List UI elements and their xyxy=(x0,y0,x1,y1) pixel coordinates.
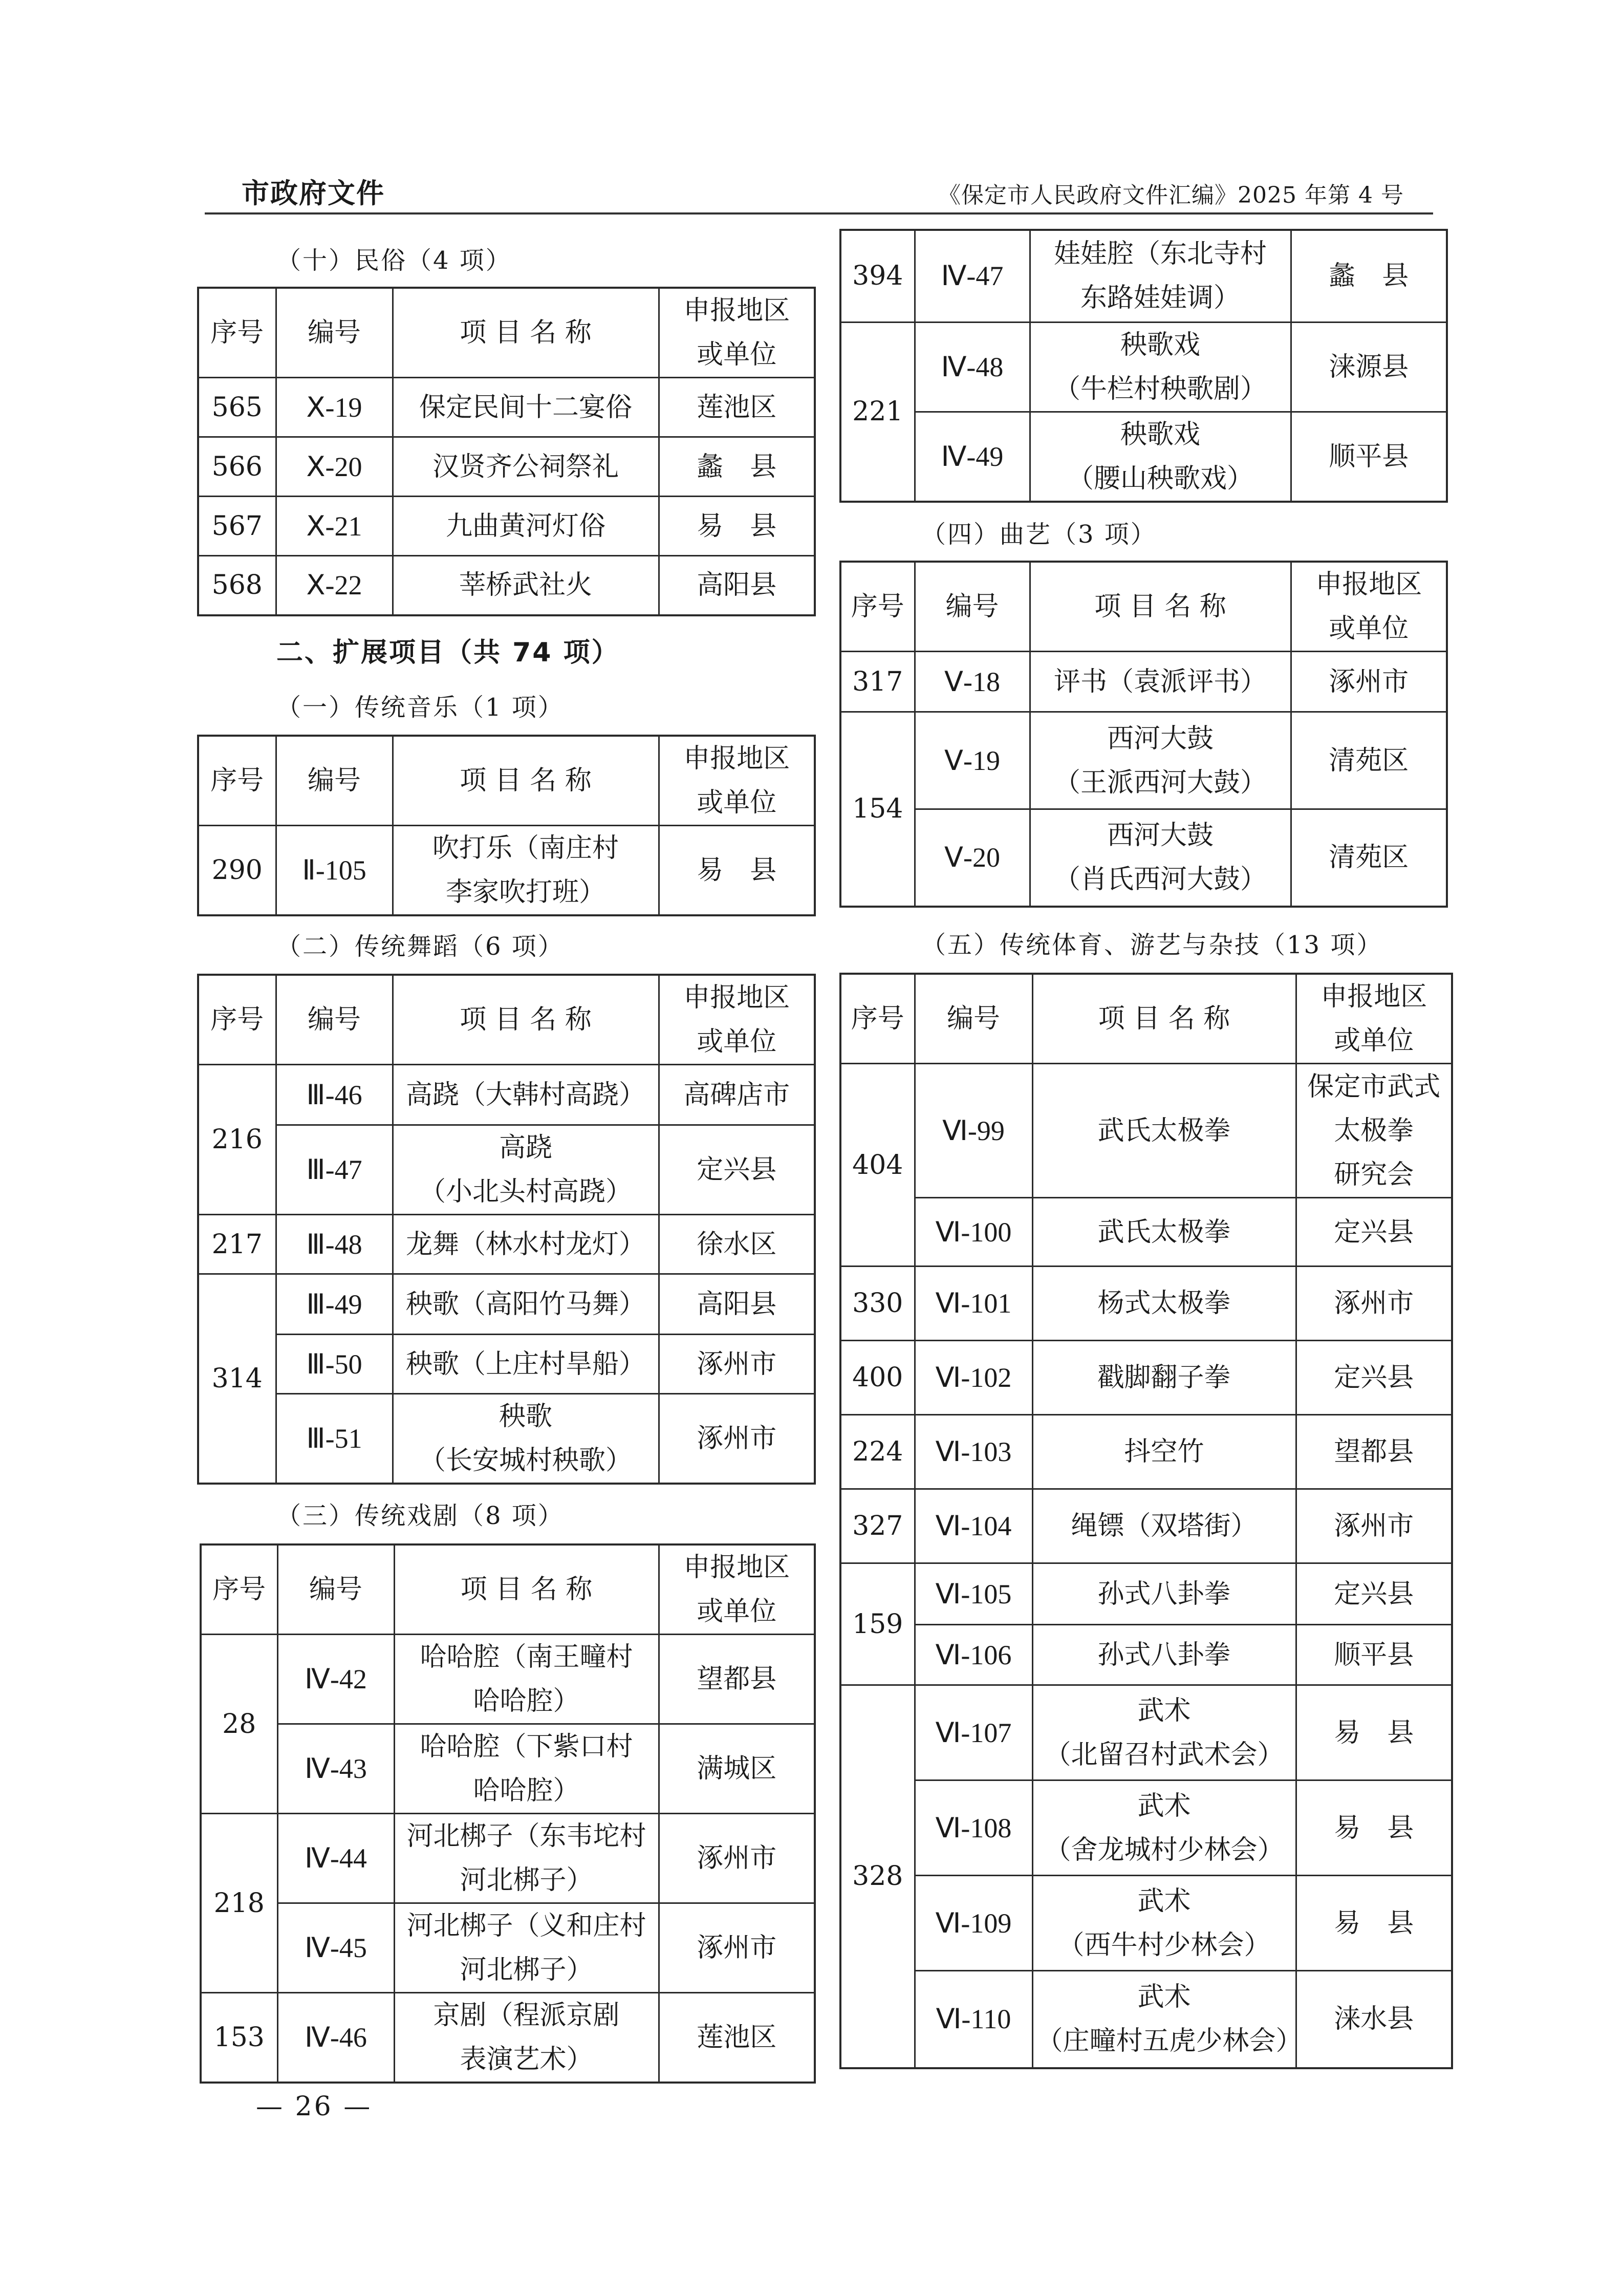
traditional-sports-table xyxy=(839,973,1453,2069)
name-cell: 秧歌 （长安城村秧歌） xyxy=(393,1394,659,1484)
table-row xyxy=(198,497,815,556)
code-cell: Ⅵ-106 xyxy=(915,1625,1032,1685)
region-cell: 顺平县 xyxy=(1296,1625,1452,1685)
traditional-music-table xyxy=(197,735,816,916)
table-row xyxy=(840,1563,1452,1625)
region-cell: 涞源县 xyxy=(1291,322,1447,412)
code-cell: Ⅵ-103 xyxy=(915,1415,1032,1489)
column-header-name: 项 目 名 称 xyxy=(1030,562,1291,652)
column-header-code: 编号 xyxy=(915,974,1032,1064)
column-header-region: 申报地区 或单位 xyxy=(1296,974,1452,1064)
code-cell: Ⅱ-105 xyxy=(276,826,393,916)
table-row xyxy=(840,1625,1452,1685)
seq-cell: 221 xyxy=(840,322,915,502)
region-cell: 涿州市 xyxy=(1296,1489,1452,1563)
code-cell: Ⅳ-44 xyxy=(277,1814,394,1903)
table-row xyxy=(840,230,1447,322)
table-row xyxy=(201,1903,815,1993)
seq-cell: 314 xyxy=(198,1274,276,1484)
column-header-name: 项 目 名 称 xyxy=(394,1544,659,1635)
seq-cell: 327 xyxy=(840,1489,915,1563)
code-cell: Ⅲ-51 xyxy=(276,1394,393,1484)
column-header-code: 编号 xyxy=(915,562,1030,652)
region-cell: 满城区 xyxy=(659,1724,815,1814)
table-row xyxy=(198,1065,815,1125)
table-row xyxy=(201,1993,815,2083)
name-cell: 九曲黄河灯俗 xyxy=(393,497,659,556)
code-cell: Ⅴ-18 xyxy=(915,652,1030,712)
region-cell: 高阳县 xyxy=(659,1274,815,1335)
table-row xyxy=(198,1335,815,1394)
table-row xyxy=(840,412,1447,502)
code-cell: Ⅴ-20 xyxy=(915,809,1030,907)
table-row xyxy=(198,437,815,497)
document-series-title: 市政府文件 xyxy=(242,177,385,209)
name-cell: 娃娃腔（东北寺村 东路娃娃调） xyxy=(1030,230,1291,322)
name-cell: 秧歌戏 （牛栏村秧歌剧） xyxy=(1030,322,1291,412)
code-cell: Ⅴ-19 xyxy=(915,712,1030,809)
code-cell: Ⅲ-50 xyxy=(276,1335,393,1394)
name-cell: 抖空竹 xyxy=(1032,1415,1296,1489)
column-header-code: 编号 xyxy=(276,736,393,826)
code-cell: Ⅵ-102 xyxy=(915,1341,1032,1415)
seq-cell: 154 xyxy=(840,712,915,907)
seq-cell: 567 xyxy=(198,497,276,556)
name-cell: 高跷 （小北头村高跷） xyxy=(393,1125,659,1215)
table-row xyxy=(840,1685,1452,1780)
name-cell: 龙舞（林水村龙灯） xyxy=(393,1215,659,1274)
name-cell: 孙式八卦拳 xyxy=(1032,1563,1296,1625)
name-cell: 高跷（大韩村高跷） xyxy=(393,1065,659,1125)
section-title-folklore: （十）民俗（4 项） xyxy=(276,246,512,275)
region-cell: 涿州市 xyxy=(659,1903,815,1993)
table-row xyxy=(840,809,1447,907)
code-cell: Ⅳ-43 xyxy=(277,1724,394,1814)
column-header-name: 项 目 名 称 xyxy=(393,288,659,378)
name-cell: 西河大鼓 （王派西河大鼓） xyxy=(1030,712,1291,809)
name-cell: 哈哈腔（下紫口村 哈哈腔） xyxy=(394,1724,659,1814)
code-cell: Ⅵ-105 xyxy=(915,1563,1032,1625)
region-cell: 清苑区 xyxy=(1291,809,1447,907)
region-cell: 易 县 xyxy=(1296,1780,1452,1876)
name-cell: 武术 （舍龙城村少林会） xyxy=(1032,1780,1296,1876)
seq-cell: 328 xyxy=(840,1685,915,2068)
column-header-seq: 序号 xyxy=(840,562,915,652)
code-cell: Ⅹ-19 xyxy=(276,378,393,437)
seq-cell: 568 xyxy=(198,556,276,615)
region-cell: 涿州市 xyxy=(659,1394,815,1484)
name-cell: 武术 （北留召村武术会） xyxy=(1032,1685,1296,1780)
code-cell: Ⅳ-47 xyxy=(915,230,1030,322)
code-cell: Ⅵ-110 xyxy=(915,1971,1032,2068)
seq-cell: 400 xyxy=(840,1341,915,1415)
region-cell: 徐水区 xyxy=(659,1215,815,1274)
table-row xyxy=(840,1341,1452,1415)
quyi-table xyxy=(839,561,1448,908)
table-row xyxy=(840,1489,1452,1563)
code-cell: Ⅳ-48 xyxy=(915,322,1030,412)
column-header-name: 项 目 名 称 xyxy=(393,975,659,1065)
folklore-table xyxy=(197,287,816,616)
column-header-code: 编号 xyxy=(276,288,393,378)
section-heading-expansion-projects: 二、扩展项目（共 74 项） xyxy=(276,637,620,668)
traditional-drama-table-continued xyxy=(839,229,1448,503)
compilation-issue-title: 《保定市人民政府文件汇编》2025 年第 4 号 xyxy=(938,182,1404,208)
name-cell: 绳镖（双塔街） xyxy=(1032,1489,1296,1563)
name-cell: 评书（袁派评书） xyxy=(1030,652,1291,712)
table-header-row xyxy=(201,1544,815,1635)
region-cell: 蠡 县 xyxy=(1291,230,1447,322)
name-cell: 武氏太极拳 xyxy=(1032,1198,1296,1267)
name-cell: 河北梆子（义和庄村 河北梆子） xyxy=(394,1903,659,1993)
region-cell: 清苑区 xyxy=(1291,712,1447,809)
seq-cell: 566 xyxy=(198,437,276,497)
table-row xyxy=(198,556,815,615)
seq-cell: 394 xyxy=(840,230,915,322)
code-cell: Ⅵ-104 xyxy=(915,1489,1032,1563)
region-cell: 定兴县 xyxy=(1296,1341,1452,1415)
code-cell: Ⅹ-20 xyxy=(276,437,393,497)
table-row xyxy=(840,1267,1452,1341)
code-cell: Ⅵ-108 xyxy=(915,1780,1032,1876)
column-header-name: 项 目 名 称 xyxy=(393,736,659,826)
table-row xyxy=(840,1780,1452,1876)
traditional-dance-table xyxy=(197,974,816,1485)
seq-cell: 159 xyxy=(840,1563,915,1685)
name-cell: 武术 （庄疃村五虎少林会） xyxy=(1032,1971,1296,2068)
name-cell: 武术 （西牛村少林会） xyxy=(1032,1876,1296,1971)
region-cell: 涿州市 xyxy=(1291,652,1447,712)
code-cell: Ⅹ-21 xyxy=(276,497,393,556)
region-cell: 易 县 xyxy=(659,826,815,916)
table-row xyxy=(201,1724,815,1814)
name-cell: 汉贤齐公祠祭礼 xyxy=(393,437,659,497)
name-cell: 秧歌戏 （腰山秧歌戏） xyxy=(1030,412,1291,502)
region-cell: 易 县 xyxy=(1296,1876,1452,1971)
column-header-seq: 序号 xyxy=(198,975,276,1065)
code-cell: Ⅳ-46 xyxy=(277,1993,394,2083)
code-cell: Ⅳ-49 xyxy=(915,412,1030,502)
region-cell: 涿州市 xyxy=(659,1335,815,1394)
page-number: — 26 — xyxy=(256,2091,373,2122)
region-cell: 望都县 xyxy=(659,1635,815,1724)
table-row xyxy=(198,1125,815,1215)
name-cell: 戳脚翻子拳 xyxy=(1032,1341,1296,1415)
region-cell: 莲池区 xyxy=(659,378,815,437)
region-cell: 保定市武式 太极拳 研究会 xyxy=(1296,1064,1452,1198)
seq-cell: 153 xyxy=(201,1993,277,2083)
name-cell: 孙式八卦拳 xyxy=(1032,1625,1296,1685)
code-cell: Ⅵ-100 xyxy=(915,1198,1032,1267)
section-title-traditional-dance: （二）传统舞蹈（6 项） xyxy=(276,932,564,961)
section-title-traditional-music: （一）传统音乐（1 项） xyxy=(276,693,564,722)
region-cell: 蠡 县 xyxy=(659,437,815,497)
code-cell: Ⅵ-109 xyxy=(915,1876,1032,1971)
traditional-drama-table xyxy=(200,1543,816,2084)
table-row xyxy=(201,1814,815,1903)
region-cell: 望都县 xyxy=(1296,1415,1452,1489)
table-row xyxy=(198,826,815,916)
table-row xyxy=(198,1215,815,1274)
column-header-code: 编号 xyxy=(276,975,393,1065)
region-cell: 易 县 xyxy=(659,497,815,556)
table-row xyxy=(840,712,1447,809)
table-row xyxy=(840,1064,1452,1198)
seq-cell: 216 xyxy=(198,1065,276,1215)
table-row xyxy=(840,652,1447,712)
table-row xyxy=(198,1274,815,1335)
region-cell: 涞水县 xyxy=(1296,1971,1452,2068)
code-cell: Ⅲ-47 xyxy=(276,1125,393,1215)
name-cell: 河北梆子（东韦坨村 河北梆子） xyxy=(394,1814,659,1903)
seq-cell: 290 xyxy=(198,826,276,916)
header-divider xyxy=(205,212,1433,214)
name-cell: 秧歌（上庄村旱船） xyxy=(393,1335,659,1394)
column-header-code: 编号 xyxy=(277,1544,394,1635)
table-row xyxy=(198,378,815,437)
table-row xyxy=(840,322,1447,412)
region-cell: 莲池区 xyxy=(659,1993,815,2083)
name-cell: 吹打乐（南庄村 李家吹打班） xyxy=(393,826,659,916)
seq-cell: 217 xyxy=(198,1215,276,1274)
table-header-row xyxy=(198,288,815,378)
region-cell: 易 县 xyxy=(1296,1685,1452,1780)
column-header-region: 申报地区 或单位 xyxy=(1291,562,1447,652)
seq-cell: 218 xyxy=(201,1814,277,1993)
region-cell: 高阳县 xyxy=(659,556,815,615)
seq-cell: 404 xyxy=(840,1064,915,1267)
region-cell: 定兴县 xyxy=(1296,1563,1452,1625)
name-cell: 西河大鼓 （肖氏西河大鼓） xyxy=(1030,809,1291,907)
name-cell: 秧歌（高阳竹马舞） xyxy=(393,1274,659,1335)
column-header-name: 项 目 名 称 xyxy=(1032,974,1296,1064)
column-header-region: 申报地区 或单位 xyxy=(659,288,815,378)
table-row xyxy=(840,1415,1452,1489)
section-title-traditional-sports: （五）传统体育、游艺与杂技（13 项） xyxy=(921,931,1383,959)
table-header-row xyxy=(840,974,1452,1064)
table-header-row xyxy=(198,975,815,1065)
code-cell: Ⅹ-22 xyxy=(276,556,393,615)
seq-cell: 565 xyxy=(198,378,276,437)
name-cell: 莘桥武社火 xyxy=(393,556,659,615)
code-cell: Ⅵ-101 xyxy=(915,1267,1032,1341)
column-header-region: 申报地区 或单位 xyxy=(659,975,815,1065)
code-cell: Ⅵ-107 xyxy=(915,1685,1032,1780)
column-header-region: 申报地区 或单位 xyxy=(659,1544,815,1635)
column-header-region: 申报地区 或单位 xyxy=(659,736,815,826)
seq-cell: 317 xyxy=(840,652,915,712)
seq-cell: 330 xyxy=(840,1267,915,1341)
code-cell: Ⅲ-48 xyxy=(276,1215,393,1274)
region-cell: 顺平县 xyxy=(1291,412,1447,502)
table-row xyxy=(201,1635,815,1724)
column-header-seq: 序号 xyxy=(198,288,276,378)
table-row xyxy=(840,1971,1452,2068)
name-cell: 京剧（程派京剧 表演艺术） xyxy=(394,1993,659,2083)
code-cell: Ⅳ-42 xyxy=(277,1635,394,1724)
table-header-row xyxy=(840,562,1447,652)
section-title-traditional-drama: （三）传统戏剧（8 项） xyxy=(276,1501,564,1530)
table-row xyxy=(198,1394,815,1484)
code-cell: Ⅳ-45 xyxy=(277,1903,394,1993)
section-title-quyi: （四）曲艺（3 项） xyxy=(921,520,1157,549)
region-cell: 定兴县 xyxy=(1296,1198,1452,1267)
code-cell: Ⅵ-99 xyxy=(915,1064,1032,1198)
name-cell: 哈哈腔（南王疃村 哈哈腔） xyxy=(394,1635,659,1724)
name-cell: 武氏太极拳 xyxy=(1032,1064,1296,1198)
code-cell: Ⅲ-46 xyxy=(276,1065,393,1125)
code-cell: Ⅲ-49 xyxy=(276,1274,393,1335)
region-cell: 涿州市 xyxy=(1296,1267,1452,1341)
name-cell: 杨式太极拳 xyxy=(1032,1267,1296,1341)
name-cell: 保定民间十二宴俗 xyxy=(393,378,659,437)
table-row xyxy=(840,1198,1452,1267)
region-cell: 定兴县 xyxy=(659,1125,815,1215)
table-row xyxy=(840,1876,1452,1971)
column-header-seq: 序号 xyxy=(201,1544,277,1635)
seq-cell: 224 xyxy=(840,1415,915,1489)
region-cell: 涿州市 xyxy=(659,1814,815,1903)
region-cell: 高碑店市 xyxy=(659,1065,815,1125)
column-header-seq: 序号 xyxy=(198,736,276,826)
seq-cell: 28 xyxy=(201,1635,277,1814)
column-header-seq: 序号 xyxy=(840,974,915,1064)
table-header-row xyxy=(198,736,815,826)
